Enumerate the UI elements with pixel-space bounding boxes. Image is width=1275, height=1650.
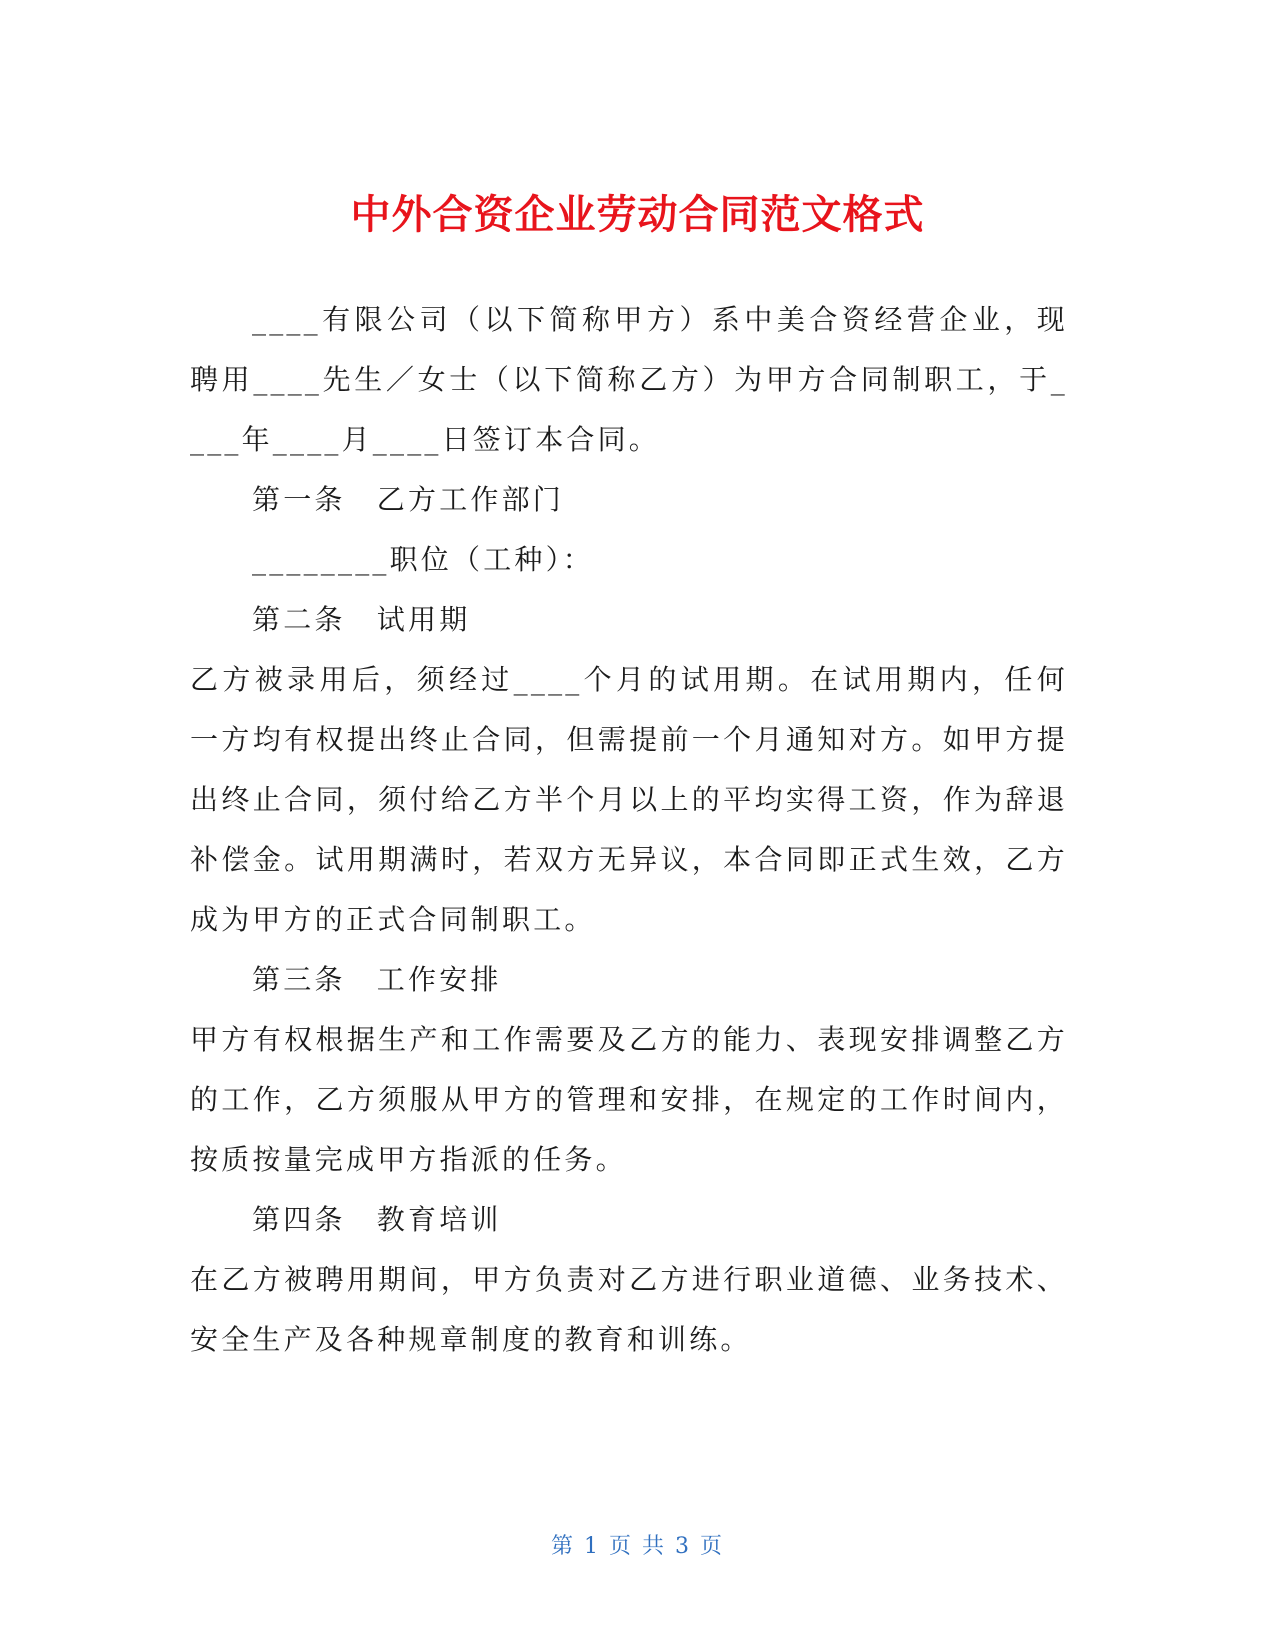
article2-body: 乙方被录用后，须经过____个月的试用期。在试用期内，任何一方均有权提出终止合同，但需提前一个月通知对方。如甲方提出终止合同，须付给乙方半个月以上的平均实得工资，作为辞退补偿金。试用期满时，若双方无异议，本合同即正式生效，乙方成为甲方的正式合同制职工。	[190, 663, 1068, 936]
article2-heading: 第二条 试用期	[252, 603, 471, 636]
intro-paragraph: ____有限公司（以下简称甲方）系中美合资经营企业，现聘用____先生／女士（以下简称乙方）为甲方合同制职工，于____年____月____日签订本合同。	[190, 303, 1068, 456]
page-number-footer: 第 1 页 共 3 页	[551, 1534, 724, 1559]
document-title: 中外合资企业劳动合同范文格式	[350, 191, 925, 238]
document-body	[190, 290, 1068, 1370]
article3-body: 甲方有权根据生产和工作需要及乙方的能力、表现安排调整乙方的工作，乙方须服从甲方的管理和安排，在规定的工作时间内，按质按量完成甲方指派的任务。	[190, 1023, 1068, 1176]
article4-heading: 第四条 教育培训	[252, 1203, 502, 1236]
article1-position-line: ________职位（工种）：	[252, 543, 595, 576]
article4-body: 在乙方被聘用期间，甲方负责对乙方进行职业道德、业务技术、安全生产及各种规章制度的教育和训练。	[190, 1263, 1068, 1356]
article3-heading: 第三条 工作安排	[252, 963, 502, 996]
article1-heading: 第一条 乙方工作部门	[252, 483, 565, 516]
